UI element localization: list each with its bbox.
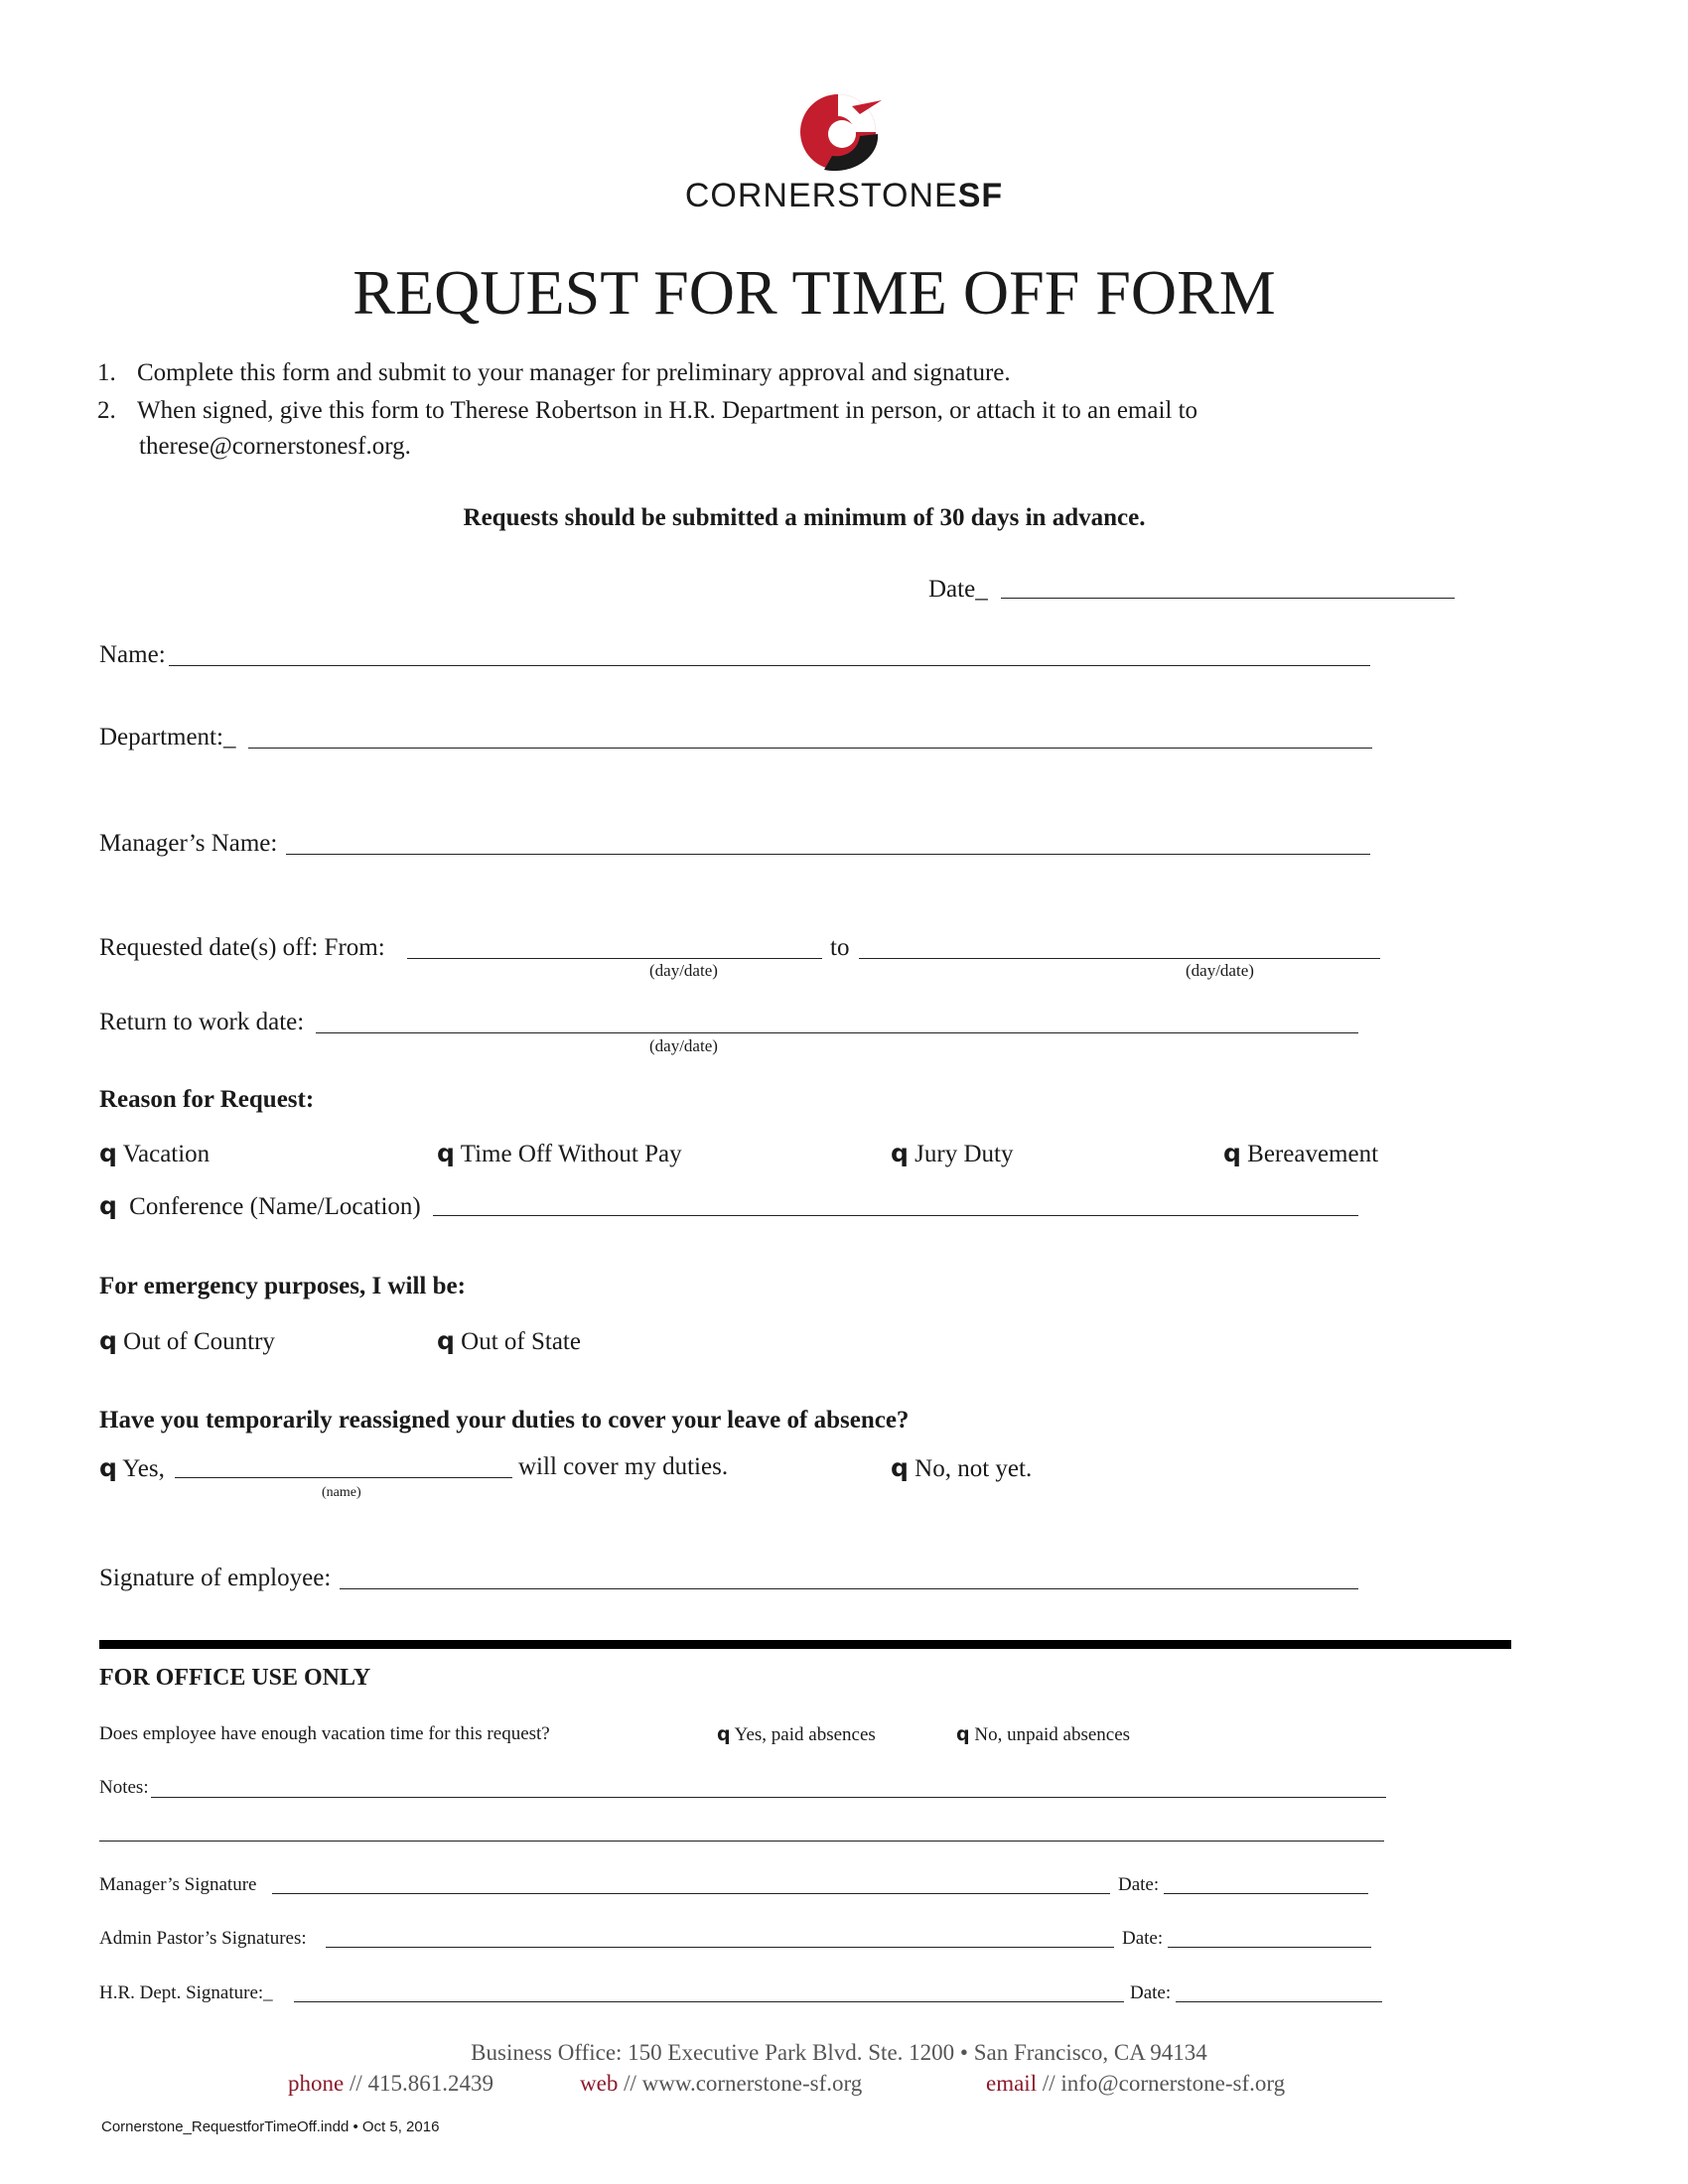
- reassign-no-label: No, not yet.: [914, 1455, 1033, 1482]
- to-label: to: [830, 934, 850, 961]
- employee-signature-label: Signature of employee:: [99, 1565, 332, 1591]
- instruction-2-text: When signed, give this form to Therese Robertson in H.R. Department in person, or attach it to an email to: [137, 397, 1198, 424]
- checkbox-icon[interactable]: q: [1223, 1139, 1241, 1167]
- footer-email-label: email: [986, 2071, 1038, 2096]
- instruction-1-text: Complete this form and submit to your manager for preliminary approval and signature.: [137, 359, 1011, 386]
- office-divider: [99, 1640, 1511, 1649]
- instruction-2-num: 2.: [97, 397, 116, 424]
- footer-web-label: web: [580, 2071, 619, 2096]
- checkbox-icon[interactable]: q: [99, 1326, 117, 1355]
- footer-phone: [288, 2071, 493, 2097]
- hr-signature-field[interactable]: [294, 2001, 1124, 2002]
- department-field[interactable]: [248, 748, 1372, 749]
- footer-phone-value: // 415.861.2439: [344, 2071, 493, 2096]
- reassign-no[interactable]: [891, 1453, 1032, 1483]
- conference-field[interactable]: [433, 1215, 1358, 1216]
- brand-name: [0, 177, 1688, 215]
- date-field[interactable]: [1001, 598, 1455, 599]
- instruction-2-cont: therese@cornerstonesf.org.: [139, 433, 411, 460]
- return-date-field[interactable]: [316, 1032, 1358, 1033]
- checkbox-icon[interactable]: q: [717, 1723, 731, 1745]
- name-field[interactable]: [169, 665, 1370, 666]
- footer-phone-label: phone: [288, 2071, 345, 2096]
- employee-signature-field[interactable]: [340, 1588, 1358, 1589]
- manager-name-label: Manager’s Name:: [99, 830, 278, 857]
- checkbox-icon[interactable]: q: [891, 1453, 909, 1482]
- footer-address: Business Office: 150 Executive Park Blvd. Ste. 1200 • San Francisco, CA 94134: [471, 2040, 1207, 2065]
- to-date-hint: (day/date): [1186, 961, 1254, 980]
- emergency-out-of-country-label: Out of Country: [123, 1328, 275, 1355]
- notice: Requests should be submitted a minimum of 30 days in advance.: [463, 504, 1146, 531]
- manager-signature-label: Manager’s Signature: [99, 1874, 257, 1895]
- reason-vacation-label: Vacation: [122, 1141, 211, 1167]
- requested-dates-label: Requested date(s) off: From:: [99, 934, 385, 961]
- reason-bereavement[interactable]: [1223, 1139, 1378, 1168]
- cover-name-hint: (name): [322, 1485, 361, 1500]
- department-label: Department:_: [99, 724, 236, 751]
- office-no-unpaid-label: No, unpaid absences: [974, 1724, 1131, 1745]
- reason-vacation[interactable]: [99, 1139, 210, 1168]
- brand-name-part2: SF: [957, 177, 1004, 214]
- notes-field-2[interactable]: [99, 1841, 1384, 1842]
- footer-email[interactable]: [986, 2071, 1285, 2097]
- return-date-hint: (day/date): [649, 1036, 718, 1055]
- cover-name-field[interactable]: [175, 1477, 512, 1478]
- office-question: Does employee have enough vacation time for this request?: [99, 1723, 550, 1744]
- cornerstone-logo-icon: [794, 84, 886, 176]
- footer-web-value[interactable]: // www.cornerstone-sf.org: [618, 2071, 863, 2096]
- reason-heading: Reason for Request:: [99, 1086, 315, 1113]
- checkbox-icon[interactable]: q: [437, 1326, 455, 1355]
- footer-web[interactable]: [580, 2071, 862, 2097]
- notes-label: Notes:: [99, 1777, 149, 1798]
- admin-signature-field[interactable]: [326, 1947, 1114, 1948]
- checkbox-icon[interactable]: q: [99, 1139, 117, 1167]
- reason-conference[interactable]: [99, 1191, 421, 1221]
- reason-time-off-without-pay[interactable]: [437, 1139, 682, 1168]
- file-info: Cornerstone_RequestforTimeOff.indd • Oct 5, 2016: [101, 2118, 440, 2135]
- date-label: Date_: [928, 576, 988, 603]
- office-no-unpaid[interactable]: [956, 1723, 1130, 1746]
- reassign-yes[interactable]: [99, 1453, 165, 1483]
- reason-bereavement-label: Bereavement: [1247, 1141, 1379, 1167]
- hr-date-field[interactable]: [1176, 2001, 1382, 2002]
- emergency-out-of-state-label: Out of State: [461, 1328, 581, 1355]
- manager-date-field[interactable]: [1164, 1893, 1368, 1894]
- checkbox-icon[interactable]: q: [99, 1191, 117, 1220]
- from-date-hint: (day/date): [649, 961, 718, 980]
- checkbox-icon[interactable]: q: [891, 1139, 909, 1167]
- reassign-yes-label: Yes,: [122, 1455, 165, 1482]
- admin-date-label: Date:: [1122, 1928, 1164, 1949]
- return-date-label: Return to work date:: [99, 1009, 305, 1035]
- manager-date-label: Date:: [1118, 1874, 1160, 1895]
- emergency-heading: For emergency purposes, I will be:: [99, 1273, 466, 1299]
- checkbox-icon[interactable]: q: [956, 1723, 970, 1745]
- brand-name-part1: CORNERSTONE: [684, 177, 958, 214]
- emergency-out-of-country[interactable]: [99, 1326, 275, 1356]
- office-heading: FOR OFFICE USE ONLY: [99, 1665, 371, 1691]
- office-yes-paid-label: Yes, paid absences: [734, 1724, 876, 1745]
- reason-time-off-without-pay-label: Time Off Without Pay: [460, 1141, 682, 1167]
- reason-jury-duty-label: Jury Duty: [914, 1141, 1014, 1167]
- checkbox-icon[interactable]: q: [99, 1453, 117, 1482]
- admin-date-field[interactable]: [1168, 1947, 1371, 1948]
- reason-jury-duty[interactable]: [891, 1139, 1013, 1168]
- hr-signature-label: H.R. Dept. Signature:_: [99, 1982, 273, 2003]
- from-date-field[interactable]: [407, 958, 822, 959]
- manager-signature-field[interactable]: [272, 1893, 1110, 1894]
- hr-date-label: Date:: [1130, 1982, 1172, 2003]
- admin-signature-label: Admin Pastor’s Signatures:: [99, 1928, 307, 1949]
- checkbox-icon[interactable]: q: [437, 1139, 455, 1167]
- office-yes-paid[interactable]: [717, 1723, 876, 1746]
- manager-name-field[interactable]: [286, 854, 1370, 855]
- reassign-heading: Have you temporarily reassigned your duties to cover your leave of absence?: [99, 1407, 910, 1433]
- emergency-out-of-state[interactable]: [437, 1326, 581, 1356]
- footer-email-value[interactable]: // info@cornerstone-sf.org: [1037, 2071, 1286, 2096]
- reassign-cover-label: will cover my duties.: [518, 1453, 729, 1480]
- reason-conference-label: Conference (Name/Location): [129, 1193, 421, 1220]
- instruction-1-num: 1.: [97, 359, 116, 386]
- form-title: REQUEST FOR TIME OFF FORM: [352, 257, 1276, 328]
- to-date-field[interactable]: [859, 958, 1380, 959]
- notes-field-1[interactable]: [151, 1797, 1386, 1798]
- name-label: Name:: [99, 641, 166, 668]
